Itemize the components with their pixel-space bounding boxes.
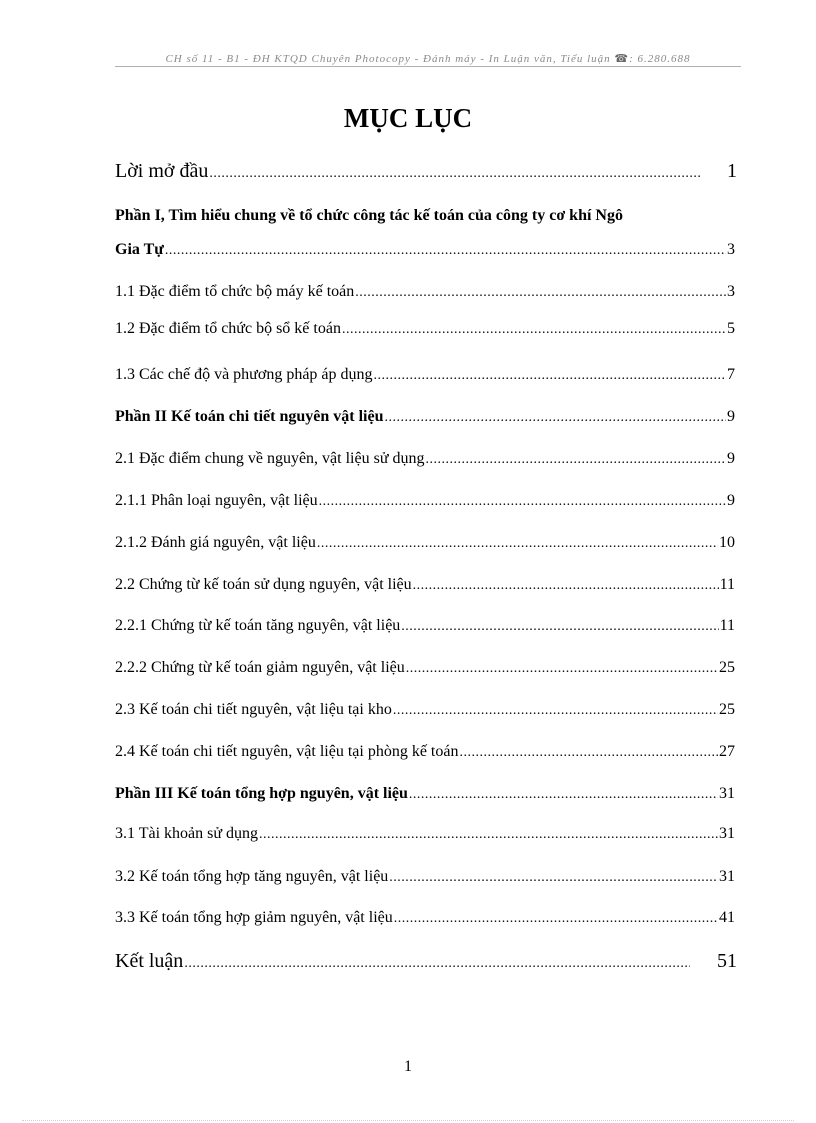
toc-entry-part1 <box>115 241 735 259</box>
toc-entry-page: 11 <box>719 617 735 634</box>
toc-entry-label: 2.1.2 Đánh giá nguyên, vật liệu <box>115 534 316 551</box>
header-phone: : 6.280.688 <box>629 53 691 65</box>
toc-entry-label: 2.1.1 Phân loại nguyên, vật liệu <box>115 492 318 509</box>
toc-entry-page: 31 <box>719 825 735 842</box>
toc-leader <box>259 827 718 843</box>
toc-leader <box>393 703 718 719</box>
toc-entry <box>115 617 735 635</box>
toc-leader <box>426 452 727 468</box>
toc-entry <box>115 659 735 677</box>
toc-leader <box>184 956 690 972</box>
toc-entry-page: 31 <box>719 868 735 885</box>
toc-entry <box>115 534 735 552</box>
toc-entry <box>115 825 735 843</box>
toc-leader <box>409 787 718 803</box>
toc-entry-page: 41 <box>719 909 735 926</box>
toc-entry <box>115 909 735 927</box>
toc-entry-page: 3 <box>727 241 735 258</box>
footer-rule <box>22 1120 794 1121</box>
toc-entry <box>115 868 735 886</box>
toc-entry-label: Phần III Kế toán tổng hợp nguyên, vật liệu <box>115 785 408 802</box>
toc-leader <box>384 410 726 426</box>
toc-entry-label: 2.2.2 Chứng từ kế toán giảm nguyên, vật liệu <box>115 659 405 676</box>
toc-entry <box>115 366 735 384</box>
toc-entry-label: 1.3 Các chế độ và phương pháp áp dụng <box>115 366 373 383</box>
toc-entry <box>115 320 735 338</box>
header-text: CH số 11 - B1 - ĐH KTQD Chuyên Photocopy - Đánh máy - In Luận văn, Tiểu luận <box>165 53 611 65</box>
toc-leader <box>374 368 726 384</box>
toc-entry <box>115 492 735 510</box>
page-header <box>115 52 741 65</box>
toc-entry-label: Lời mở đầu <box>115 160 209 182</box>
toc-entry-label: 2.2 Chứng từ kế toán sử dụng nguyên, vật liệu <box>115 576 412 593</box>
toc-entry-label: 3.1 Tài khoản sử dụng <box>115 825 259 842</box>
toc-entry-conclusion <box>115 950 737 973</box>
toc-entry-label: Gia Tự <box>115 241 164 258</box>
toc-entry-page: 25 <box>719 701 735 718</box>
toc-leader <box>406 661 718 677</box>
toc-entry-page: 3 <box>727 283 735 300</box>
toc-entry <box>115 576 735 594</box>
toc-entry-page: 10 <box>719 534 735 551</box>
toc-leader <box>342 322 726 338</box>
toc-entry-label: 2.4 Kế toán chi tiết nguyên, vật liệu tại phòng kế toán <box>115 743 459 760</box>
page-title: MỤC LỤC <box>343 103 473 133</box>
toc-entry <box>115 701 735 719</box>
toc-leader <box>401 619 718 635</box>
header-rule <box>115 66 741 67</box>
toc-entry-label: 3.3 Kế toán tổng hợp giảm nguyên, vật liệu <box>115 909 393 926</box>
toc-entry-label: 2.1 Đặc điểm chung về nguyên, vật liệu sử dụng <box>115 450 425 467</box>
toc-entry-label: 3.2 Kế toán tổng hợp tăng nguyên, vật liệu <box>115 868 389 885</box>
toc-entry-page: 11 <box>719 576 735 593</box>
toc-entry-page: 31 <box>719 785 735 802</box>
page-number: 1 <box>404 1058 412 1075</box>
toc-leader <box>355 285 726 301</box>
toc-entry-page: 9 <box>727 408 735 425</box>
toc-entry <box>115 283 735 301</box>
toc-entry-page: 1 <box>727 160 737 182</box>
toc-leader <box>209 166 700 182</box>
toc-entry <box>115 408 735 426</box>
toc-entry <box>115 743 735 761</box>
toc-entry-intro <box>115 160 737 183</box>
toc-entry-page: 25 <box>719 659 735 676</box>
toc-entry-page: 9 <box>727 492 735 509</box>
toc-entry-page: 51 <box>717 950 737 972</box>
toc-entry <box>115 785 735 803</box>
toc-leader <box>459 745 718 761</box>
toc-leader <box>413 578 719 594</box>
toc-leader <box>317 536 718 552</box>
toc-entry-page: 5 <box>727 320 735 337</box>
toc-leader <box>165 243 726 259</box>
toc-entry-part1-line1: Phần I, Tìm hiểu chung về tổ chức công tác kế toán của công ty cơ khí Ngô <box>115 207 623 224</box>
phone-icon: ☎ <box>614 53 630 65</box>
toc-leader <box>394 911 718 927</box>
toc-entry-label: Kết luận <box>115 950 184 972</box>
toc-entry-page: 27 <box>719 743 735 760</box>
toc-leader <box>389 870 718 886</box>
toc-entry-label: 1.2 Đặc điểm tổ chức bộ sổ kế toán <box>115 320 341 337</box>
toc-leader <box>319 494 726 510</box>
toc-entry-label: 2.2.1 Chứng từ kế toán tăng nguyên, vật liệu <box>115 617 401 634</box>
toc-entry-label: 2.3 Kế toán chi tiết nguyên, vật liệu tại kho <box>115 701 392 718</box>
toc-entry-label: Phần II Kế toán chi tiết nguyên vật liệu <box>115 408 384 425</box>
toc-entry-page: 7 <box>727 366 735 383</box>
toc-entry-page: 9 <box>727 450 735 467</box>
toc-entry <box>115 450 735 468</box>
toc-entry-label: 1.1 Đặc điểm tổ chức bộ máy kế toán <box>115 283 355 300</box>
